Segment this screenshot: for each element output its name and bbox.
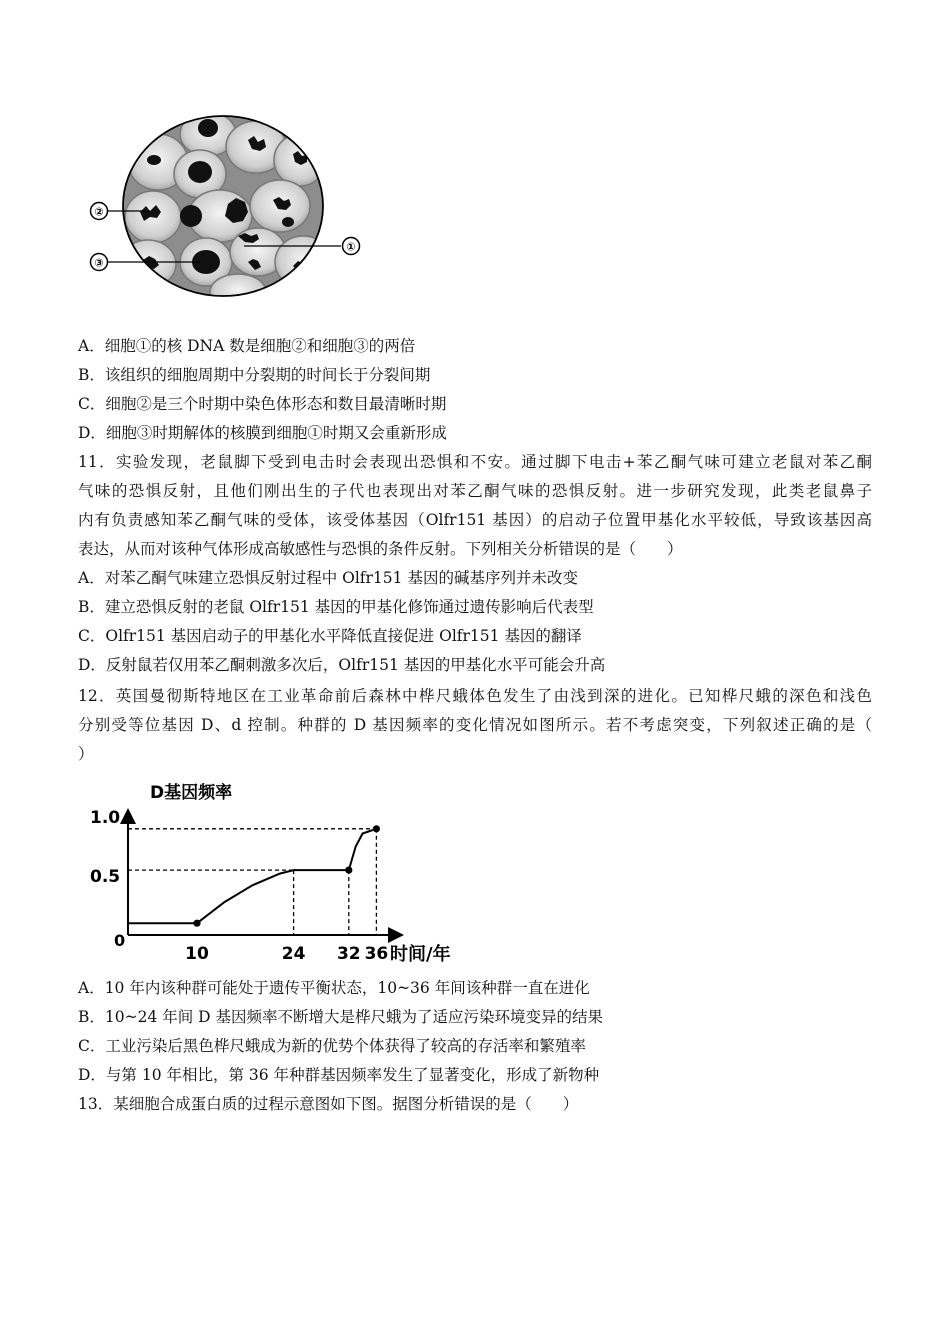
x-tick-label: 36 <box>364 944 389 964</box>
data-point <box>373 825 380 832</box>
data-point <box>345 867 352 874</box>
d-gene-frequency-chart <box>78 770 478 970</box>
y-tick-label: 0.5 <box>90 867 121 887</box>
y-tick-label: 1.0 <box>90 808 121 828</box>
x-axis-label: 时间/年 <box>390 944 451 965</box>
origin-label: 0 <box>114 931 126 950</box>
q11-option-c: C．Olfr151 基因启动子的甲基化水平降低直接促进 Olfr151 基因的翻译 <box>78 627 582 645</box>
q11-stem-line: 气味的恐惧反射，且他们刚出生的子代也表现出对苯乙酮气味的恐惧反射。进一步研究发现，此类老鼠鼻子 <box>78 482 872 500</box>
y-axis-label: D基因频率 <box>150 783 233 803</box>
q11-stem-line: 11．实验发现，老鼠脚下受到电击时会表现出恐惧和不安。通过脚下电击+苯乙酮气味可建立老鼠对苯乙酮 <box>78 453 872 471</box>
q11-stem-line: 表达，从而对该种气体形成高敏感性与恐惧的条件反射。下列相关分析错误的是（ ） <box>78 540 683 558</box>
q12-option-a: A．10 年内该种群可能处于遗传平衡状态，10~36 年间该种群一直在进化 <box>78 979 590 997</box>
label-3 <box>91 254 108 271</box>
x-tick-label: 32 <box>336 944 361 964</box>
svg-text:③: ③ <box>94 256 104 270</box>
q12-option-d: D．与第 10 年相比，第 36 年种群基因频率发生了显著变化，形成了新物种 <box>78 1066 600 1084</box>
q11-option-a: A．对苯乙酮气味建立恐惧反射过程中 Olfr151 基因的碱基序列并未改变 <box>78 569 578 587</box>
q10-option-a: A．细胞①的核 DNA 数是细胞②和细胞③的两倍 <box>78 337 416 355</box>
x-tick-label: 10 <box>185 944 209 964</box>
q13-stem-line: 13．某细胞合成蛋白质的过程示意图如下图。据图分析错误的是（ ） <box>78 1095 579 1113</box>
x-tick-label: 24 <box>281 944 306 964</box>
q11-stem-line: 内有负责感知苯乙酮气味的受体，该受体基因（Olfr151 基因）的启动子位置甲基化水平较低，导致该基因高 <box>78 511 872 529</box>
q10-option-b: B．该组织的细胞周期中分裂期的时间长于分裂间期 <box>78 366 431 384</box>
q12-option-c: C．工业污染后黑色桦尺蛾成为新的优势个体获得了较高的存活率和繁殖率 <box>78 1037 586 1055</box>
svg-text:②: ② <box>94 205 104 219</box>
series-line <box>128 829 376 923</box>
label-2 <box>91 203 108 220</box>
data-point <box>193 920 200 927</box>
q10-option-d: D．细胞③时期解体的核膜到细胞①时期又会重新形成 <box>78 424 447 442</box>
label-1 <box>343 238 360 255</box>
q11-option-d: D．反射鼠若仅用苯乙酮刺激多次后，Olfr151 基因的甲基化水平可能会升高 <box>78 656 606 674</box>
q12-option-b: B．10~24 年间 D 基因频率不断增大是桦尺蛾为了适应污染环境变异的结果 <box>78 1008 604 1026</box>
svg-text:①: ① <box>346 240 356 254</box>
cell-division-figure <box>88 112 378 302</box>
q10-option-c: C．细胞②是三个时期中染色体形态和数目最清晰时期 <box>78 395 447 413</box>
q12-stem-line: ） <box>78 745 94 763</box>
q11-option-b: B．建立恐惧反射的老鼠 Olfr151 基因的甲基化修饰通过遗传影响后代表型 <box>78 598 594 616</box>
q12-stem-line: 分别受等位基因 D、d 控制。种群的 D 基因频率的变化情况如图所示。若不考虑突变，下列叙述正确的是（ <box>78 716 872 734</box>
q12-stem-line: 12．英国曼彻斯特地区在工业革命前后森林中桦尺蛾体色发生了由浅到深的进化。已知桦尺蛾的深色和浅色 <box>78 687 872 705</box>
